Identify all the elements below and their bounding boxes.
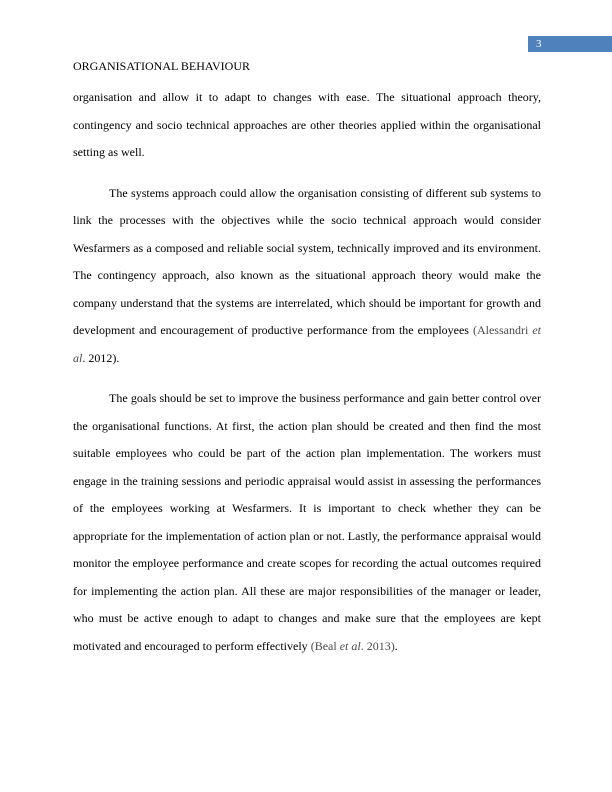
paragraph-2 bbox=[73, 180, 541, 373]
citation-author: Alessandri bbox=[476, 323, 533, 337]
citation-close: ) bbox=[390, 638, 395, 653]
citation-et-al: et al bbox=[339, 638, 361, 653]
paragraph-1-text: organisation and allow it to adapt to changes with ease. The situational approach theory, contingency and socio technical approaches are other theories applied within the organisational setting as well. bbox=[73, 90, 541, 159]
sentence-end: . bbox=[116, 350, 120, 365]
paragraph-3-text: The goals should be set to improve the business performance and gain better control over the organisational functions. At first, the action plan should be created and then find the most suitable employees who could be part of the action plan implementation. The workers must engage in the training sessions and periodic appraisal would assist in assessing the performances of the employees working at Wesfarmers. It is important to check whether they can be appropriate for the implementation of action plan or not. Lastly, the performance appraisal would monitor the employee performance and create scopes for recording the actual outcomes required for implementing the action plan. All these are major responsibilities of the manager or leader, who must be active enough to adapt to changes and make sure that the employees are kept motivated and encouraged to perform effectively bbox=[73, 391, 541, 653]
citation-open: ( bbox=[472, 323, 477, 337]
running-head: ORGANISATIONAL BEHAVIOUR bbox=[73, 59, 250, 73]
citation-author: Beal bbox=[314, 638, 340, 653]
paragraph-2-text: The systems approach could allow the organisation consisting of different sub systems to link the processes with the objectives while the socio technical approach would consider Wesfarmers as a composed and reliable social system, technically improved and its environment. The contingency approach, also known as the situational approach theory would make the company understand that the systems are interrelated, which should be important for growth and development and encouragement of productive performance from the employees bbox=[73, 185, 541, 337]
citation-open: ( bbox=[310, 638, 315, 653]
sentence-end: . bbox=[394, 638, 398, 653]
citation-year: . 2013 bbox=[360, 638, 391, 653]
citation-close: ) bbox=[112, 350, 117, 365]
paragraph-3 bbox=[73, 385, 541, 660]
document-body bbox=[73, 84, 541, 673]
citation-et-al: et al bbox=[73, 323, 541, 365]
citation-year: . 2012 bbox=[82, 350, 113, 365]
page-number: 3 bbox=[528, 36, 612, 52]
paragraph-1 bbox=[73, 84, 541, 167]
